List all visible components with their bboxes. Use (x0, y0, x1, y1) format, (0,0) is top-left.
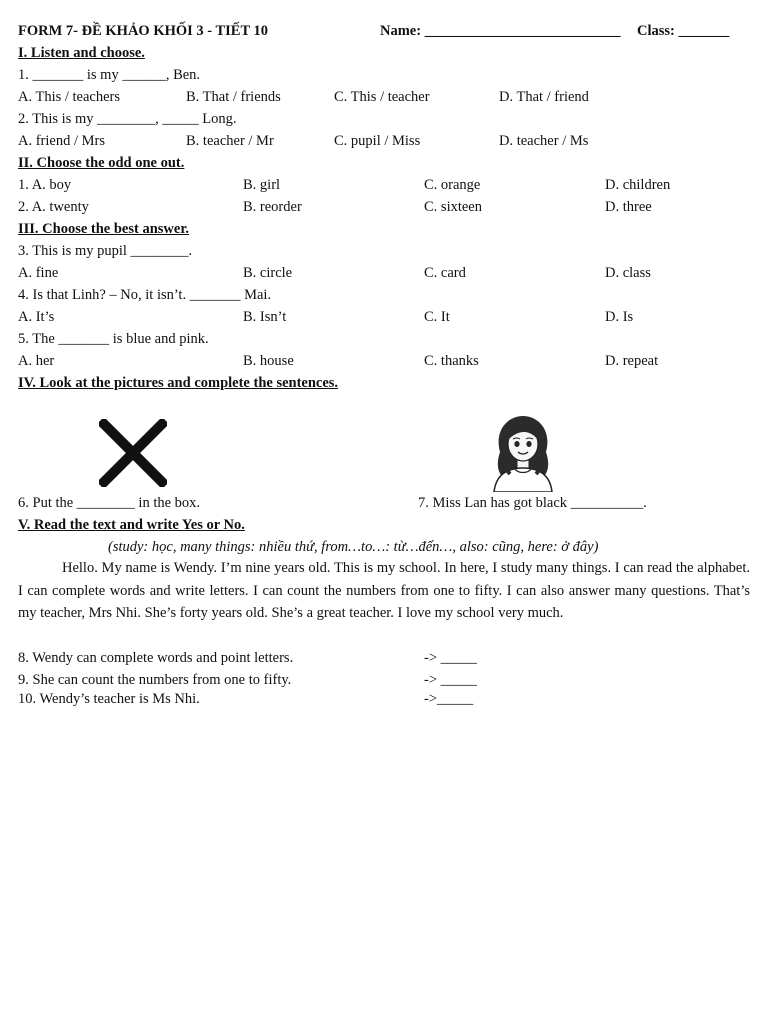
q4-option-d[interactable]: D. Is (605, 309, 634, 325)
odd1-option-a[interactable]: 1. A. boy (18, 177, 72, 193)
odd2-option-b[interactable]: B. reorder (243, 199, 302, 215)
question-10: 10. Wendy’s teacher is Ms Nhi. (18, 691, 200, 707)
class-field[interactable]: Class: _______ (637, 23, 730, 39)
q1-option-a[interactable]: A. This / teachers (18, 89, 121, 105)
answer-9-blank[interactable]: -> _____ (424, 672, 477, 688)
section-5-title: V. Read the text and write Yes or No. (18, 517, 245, 533)
q1-option-c[interactable]: C. This / teacher (334, 89, 430, 105)
q3-option-a[interactable]: A. fine (18, 265, 59, 281)
question-3: 3. This is my pupil ________. (18, 243, 193, 259)
odd1-option-c[interactable]: C. orange (424, 177, 481, 193)
question-9: 9. She can count the numbers from one to fifty. (18, 672, 292, 688)
question-2: 2. This is my ________, _____ Long. (18, 111, 237, 127)
q3-option-c[interactable]: C. card (424, 265, 466, 281)
question-6: 6. Put the ________ in the box. (18, 495, 201, 511)
q5-option-a[interactable]: A. her (18, 353, 55, 369)
q1-option-b[interactable]: B. That / friends (186, 89, 281, 105)
question-5: 5. The _______ is blue and pink. (18, 331, 209, 347)
q3-option-d[interactable]: D. class (605, 265, 651, 281)
section-3-title: III. Choose the best answer. (18, 221, 190, 237)
question-1: 1. _______ is my ______, Ben. (18, 67, 201, 83)
q4-option-c[interactable]: C. It (424, 309, 450, 325)
q2-option-d[interactable]: D. teacher / Ms (499, 133, 589, 149)
odd2-option-d[interactable]: D. three (605, 199, 652, 215)
q5-option-c[interactable]: C. thanks (424, 353, 479, 369)
reading-passage-text: Hello. My name is Wendy. I’m nine years old. This is my school. In here, I study many things. I can read the alphabet. I can complete words and write letters. I can count the numbers from one to fifty. I can also answer many questions. That’s my teacher, Mrs Nhi. She’s forty years old. She’s a great teacher. I love my school very much. (18, 560, 750, 621)
q2-option-c[interactable]: C. pupil / Miss (334, 133, 421, 149)
q2-option-b[interactable]: B. teacher / Mr (186, 133, 274, 149)
q5-option-b[interactable]: B. house (243, 353, 294, 369)
worksheet-title: FORM 7- ĐỀ KHẢO KHỐI 3 - TIẾT 10 (18, 23, 269, 39)
girl-picture (480, 412, 566, 492)
vocabulary-note: (study: học, many things: nhiều thứ, from…to…: từ…đến…, also: cũng, here: ở đây) (108, 539, 599, 555)
odd2-option-c[interactable]: C. sixteen (424, 199, 482, 215)
q4-option-b[interactable]: B. Isn’t (243, 309, 287, 325)
q3-option-b[interactable]: B. circle (243, 265, 293, 281)
section-4-title: IV. Look at the pictures and complete the sentences. (18, 375, 339, 391)
odd1-option-b[interactable]: B. girl (243, 177, 281, 193)
q2-option-a[interactable]: A. friend / Mrs (18, 133, 105, 149)
reading-passage (18, 557, 750, 625)
odd1-option-d[interactable]: D. children (605, 177, 671, 193)
odd2-option-a[interactable]: 2. A. twenty (18, 199, 89, 215)
section-1-title: I. Listen and choose. (18, 45, 145, 61)
q1-option-d[interactable]: D. That / friend (499, 89, 589, 105)
question-8: 8. Wendy can complete words and point letters. (18, 650, 294, 666)
cross-mark-picture (99, 419, 167, 487)
q5-option-d[interactable]: D. repeat (605, 353, 659, 369)
answer-10-blank[interactable]: ->_____ (424, 691, 474, 707)
question-4: 4. Is that Linh? – No, it isn’t. _______ Mai. (18, 287, 272, 303)
answer-8-blank[interactable]: -> _____ (424, 650, 477, 666)
q4-option-a[interactable]: A. It’s (18, 309, 55, 325)
question-7: 7. Miss Lan has got black __________. (418, 495, 647, 511)
section-2-title: II. Choose the odd one out. (18, 155, 185, 171)
name-field[interactable]: Name: ___________________________ (380, 23, 621, 39)
